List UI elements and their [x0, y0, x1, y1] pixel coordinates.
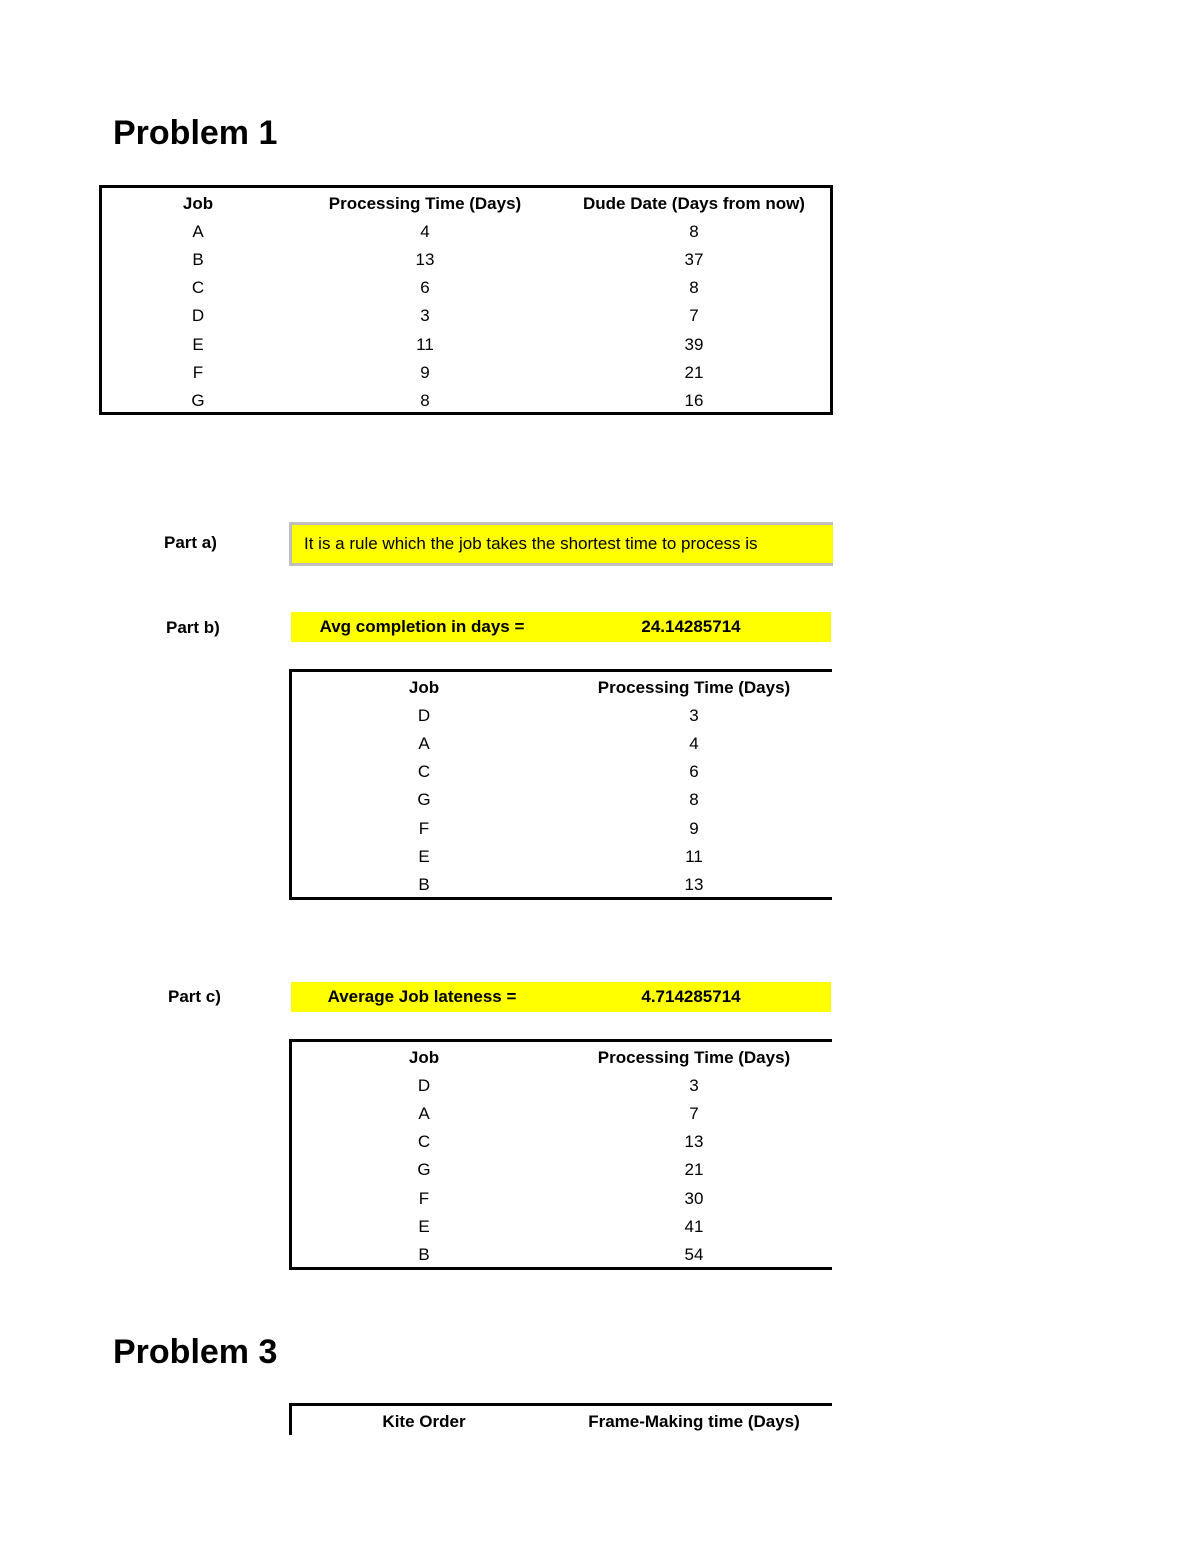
processing-time-cell: 3 [689, 706, 699, 725]
avg-lateness-label: Average Job lateness = [327, 987, 517, 1006]
job-cell: F [192, 363, 204, 382]
table-header-row [292, 1044, 832, 1072]
table-row [102, 302, 830, 330]
processing-time-cell: 3 [420, 306, 430, 325]
processing-time-cell: 8 [689, 790, 699, 809]
processing-time-cell: 54 [684, 1245, 704, 1264]
processing-time-cell: 13 [415, 250, 435, 269]
header-due-date: Dude Date (Days from now) [583, 194, 805, 213]
processing-time-cell: 9 [420, 363, 430, 382]
table-row [102, 387, 830, 415]
header-job: Job [182, 194, 214, 213]
table-row [292, 871, 832, 899]
due-date-cell: 8 [689, 278, 699, 297]
job-cell: E [192, 335, 204, 354]
part-b-metric-bar [291, 612, 831, 642]
job-cell: F [418, 1189, 430, 1208]
processing-time-cell: 3 [689, 1076, 699, 1095]
due-date-cell: 16 [684, 391, 704, 410]
part-b-table [289, 669, 832, 900]
job-cell: A [418, 1104, 430, 1123]
table-row [292, 1128, 832, 1156]
table-row [292, 786, 832, 814]
table-row [292, 1241, 832, 1269]
table-row [102, 274, 830, 302]
table-row [102, 246, 830, 274]
header-processing-time: Processing Time (Days) [597, 1048, 791, 1067]
table-header-row [292, 674, 832, 702]
processing-time-cell: 4 [689, 734, 699, 753]
table-row [292, 843, 832, 871]
processing-time-cell: 11 [685, 847, 703, 866]
table-row [102, 218, 830, 246]
table-row [292, 815, 832, 843]
job-cell: G [191, 391, 205, 410]
job-cell: G [417, 1160, 431, 1179]
avg-completion-label: Avg completion in days = [319, 617, 525, 636]
table-row [292, 1100, 832, 1128]
job-cell: A [192, 222, 204, 241]
job-cell: C [417, 762, 431, 781]
job-cell: D [417, 706, 431, 725]
part-c-table [289, 1039, 832, 1270]
processing-time-cell: 11 [416, 335, 434, 354]
table-row [102, 331, 830, 359]
due-date-cell: 39 [684, 335, 704, 354]
table-row [292, 1213, 832, 1241]
header-kite-order: Kite Order [382, 1412, 466, 1431]
problem-3-title: Problem 3 [113, 1333, 278, 1371]
due-date-cell: 37 [684, 250, 704, 269]
due-date-cell: 7 [689, 306, 699, 325]
table-row [292, 702, 832, 730]
header-job: Job [408, 678, 440, 697]
header-job: Job [408, 1048, 440, 1067]
job-cell: B [192, 250, 204, 269]
processing-time-cell: 8 [420, 391, 430, 410]
table-row [292, 1156, 832, 1184]
processing-time-cell: 41 [684, 1217, 704, 1236]
avg-lateness-value: 4.714285714 [641, 987, 741, 1006]
due-date-cell: 8 [689, 222, 699, 241]
part-b-label: Part b) [166, 618, 220, 637]
table-row [292, 1072, 832, 1100]
avg-completion-value: 24.14285714 [641, 617, 741, 636]
problem-1-title: Problem 1 [113, 114, 278, 152]
problem-1-table [99, 185, 833, 415]
job-cell: F [418, 819, 430, 838]
part-c-label: Part c) [168, 987, 221, 1006]
table-header-row [292, 1408, 832, 1436]
job-cell: G [417, 790, 431, 809]
processing-time-cell: 7 [689, 1104, 699, 1123]
header-processing-time: Processing Time (Days) [597, 678, 791, 697]
job-cell: D [417, 1076, 431, 1095]
job-cell: B [418, 1245, 430, 1264]
table-row [292, 1185, 832, 1213]
problem-3-table [289, 1403, 832, 1435]
job-cell: E [418, 1217, 430, 1236]
job-cell: B [418, 875, 430, 894]
header-frame-making-time: Frame-Making time (Days) [588, 1412, 800, 1431]
due-date-cell: 21 [684, 363, 704, 382]
part-c-metric-bar [291, 982, 831, 1012]
table-row [292, 730, 832, 758]
processing-time-cell: 6 [689, 762, 699, 781]
job-cell: D [191, 306, 205, 325]
job-cell: E [418, 847, 430, 866]
processing-time-cell: 21 [684, 1160, 704, 1179]
table-row [292, 758, 832, 786]
job-cell: A [418, 734, 430, 753]
part-a-label: Part a) [164, 533, 217, 552]
processing-time-cell: 6 [420, 278, 430, 297]
table-header-row [102, 190, 830, 218]
table-row [102, 359, 830, 387]
part-a-answer-text: It is a rule which the job takes the shortest time to process is [304, 534, 758, 553]
job-cell: C [417, 1132, 431, 1151]
processing-time-cell: 13 [684, 1132, 704, 1151]
header-processing-time: Processing Time (Days) [328, 194, 522, 213]
processing-time-cell: 9 [689, 819, 699, 838]
job-cell: C [191, 278, 205, 297]
processing-time-cell: 4 [420, 222, 430, 241]
processing-time-cell: 30 [684, 1189, 704, 1208]
processing-time-cell: 13 [684, 875, 704, 894]
part-a-answer-cell [289, 522, 833, 566]
